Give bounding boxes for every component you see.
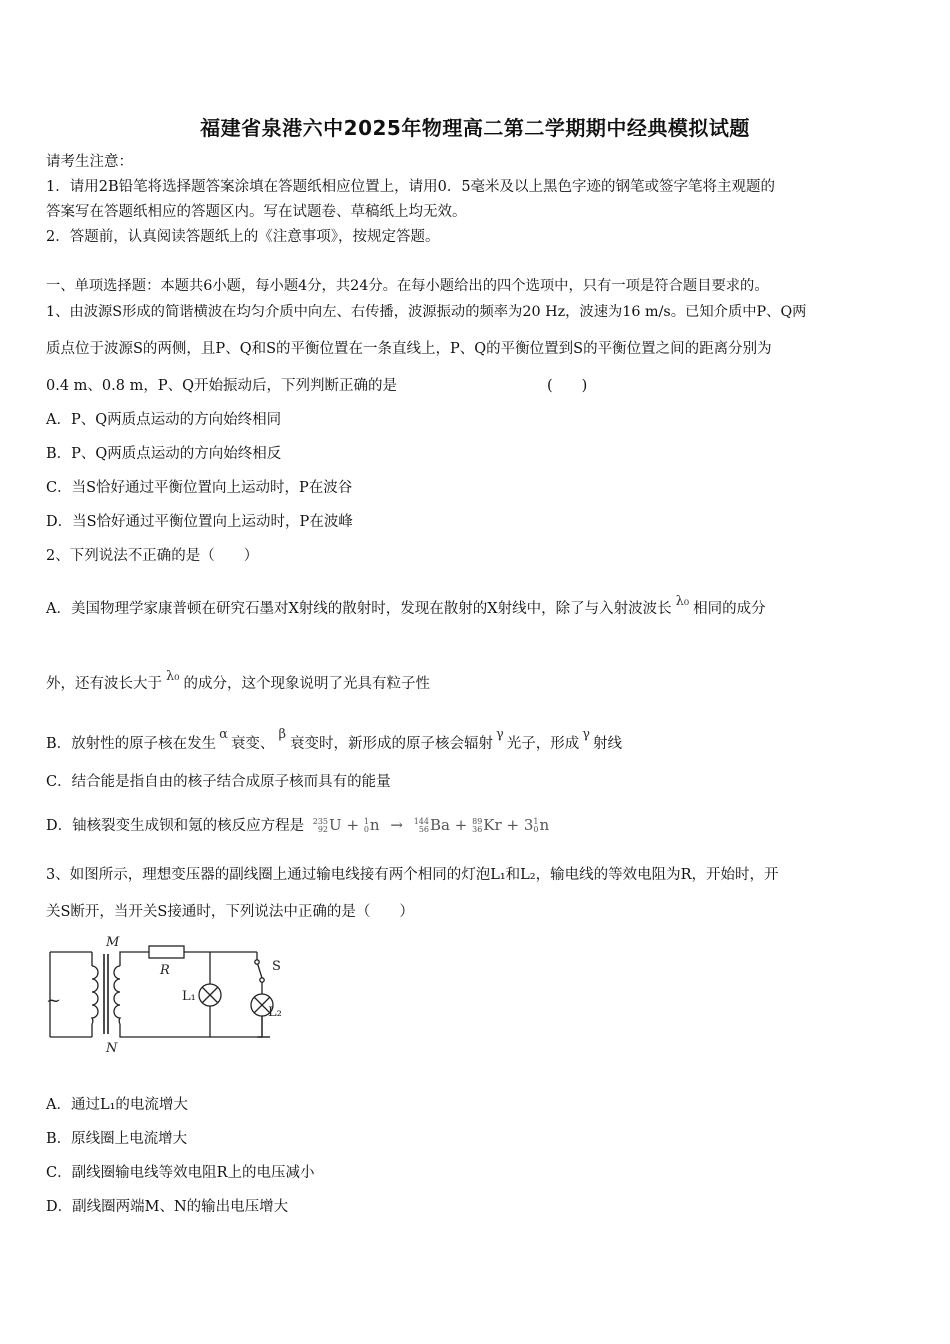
label-r: R <box>160 963 170 978</box>
mass-number: 89 <box>472 817 483 826</box>
mass-number: 1 <box>533 817 539 826</box>
q3-option-c: C．副线圈输电线等效电阻R上的电压减小 <box>46 1165 315 1181</box>
switch-s <box>255 960 259 964</box>
nuclide-label <box>472 818 482 834</box>
q1-option-d: D．当S恰好通过平衡位置向上运动时，P在波峰 <box>46 514 353 530</box>
label-m: M <box>106 935 120 950</box>
resistor <box>149 946 184 958</box>
q2-option-b <box>46 725 622 754</box>
notice-item2: 2．答题前，认真阅读答题纸上的《注意事项》，按规定答题。 <box>46 229 440 245</box>
plus-sign: + <box>506 816 520 834</box>
q1-stem-line3 <box>46 376 587 396</box>
answer-paren: ( ) <box>546 378 588 394</box>
barium-symbol: Ba <box>430 816 450 834</box>
atomic-number: 56 <box>418 825 429 834</box>
q3-option-a: A．通过L₁的电流增大 <box>46 1097 188 1113</box>
q2-b-text4: 光子，形成 <box>506 736 580 752</box>
nuclide-label <box>533 818 538 834</box>
plus-sign: + <box>346 816 360 834</box>
mass-number: 144 <box>413 817 429 826</box>
nuclide-label <box>364 818 369 834</box>
q3-option-b: B．原线圈上电流增大 <box>46 1131 188 1147</box>
lambda-symbol: λ₀ <box>675 594 690 609</box>
q2-b-text3: 衰变时，新形成的原子核会辐射 <box>289 736 493 752</box>
q3-option-d: D．副线圈两端M、N的输出电压增大 <box>46 1199 289 1215</box>
nuclide-label <box>414 818 429 834</box>
atomic-number: 92 <box>317 825 329 834</box>
q1-option-c: C．当S恰好通过平衡位置向上运动时，P在波谷 <box>46 480 353 496</box>
q2-a-text4: 的成分，这个现象说明了光具有粒子性 <box>183 676 430 692</box>
plus-sign: + <box>454 816 468 834</box>
lambda-symbol: λ₀ <box>166 669 180 684</box>
arrow-icon: → <box>390 816 403 834</box>
beta-symbol: β <box>278 727 286 742</box>
ac-source-icon: ~ <box>46 990 62 1011</box>
mass-number: 1 <box>363 817 369 826</box>
secondary-coil <box>114 966 120 1024</box>
q2-option-c: C．结合能是指自由的核子结合成原子核而具有的能量 <box>46 774 391 790</box>
krypton-symbol: Kr <box>483 816 502 834</box>
label-s: S <box>272 959 281 974</box>
neutron-symbol: n <box>539 816 550 834</box>
label-n: N <box>106 1041 118 1056</box>
neutron-symbol: n <box>369 816 380 834</box>
q2-b-text5: 射线 <box>593 736 623 752</box>
notice-item1-line2: 答案写在答题纸相应的答题区内。写在试题卷、草稿纸上均无效。 <box>46 204 467 220</box>
notice-heading: 请考生注意： <box>46 154 133 170</box>
q2-d-text: D．铀核裂变生成钡和氪的核反应方程是 <box>46 818 305 834</box>
uranium-symbol: U <box>329 816 342 834</box>
atomic-number: 36 <box>472 825 483 834</box>
notice-item1-line1: 1．请用2B铅笔将选择题答案涂填在答题纸相应位置上，请用0．5毫米及以上黑色字迹的钢笔或签字笔将主观题的 <box>46 179 776 195</box>
q2-option-d <box>46 815 549 836</box>
q2-option-a-line1 <box>46 592 766 619</box>
q1-stem-line2: 质点位于波源S的两侧，且P、Q和S的平衡位置在一条直线上，P、Q的平衡位置到S的平衡位置之间的距离分别为 <box>46 341 772 357</box>
mass-number: 235 <box>312 817 329 826</box>
q2-a-text3: 外，还有波长大于 <box>46 676 162 692</box>
q2-a-text2: 相同的成分 <box>693 601 766 617</box>
coefficient: 3 <box>523 816 534 834</box>
q3-stem-line1: 3、如图所示，理想变压器的副线圈上通过输电线接有两个相同的灯泡L₁和L₂，输电线的等效电阻为R，开始时，开 <box>46 867 779 883</box>
nuclide-label <box>313 818 328 834</box>
q1-stem-line1: 1、由波源S形成的简谐横波在均匀介质中向左、右传播，波源振动的频率为20 Hz，波速为16 m/s。已知介质中P、Q两 <box>46 304 807 320</box>
gamma-symbol: γ <box>582 727 591 742</box>
gamma-symbol: γ <box>495 727 504 742</box>
q2-b-text1: B．放射性的原子核在发生 <box>46 736 217 752</box>
fission-equation <box>313 816 549 834</box>
q2-option-a-line2 <box>46 667 430 694</box>
q2-stem: 2、下列说法不正确的是（ ） <box>46 548 259 564</box>
label-l2: L₂ <box>268 1005 282 1020</box>
section-heading: 一、单项选择题：本题共6小题，每小题4分，共24分。在每小题给出的四个选项中，只有一项是符合题目要求的。 <box>46 278 769 294</box>
atomic-number: 0 <box>363 825 369 834</box>
q1-option-b: B．P、Q两质点运动的方向始终相反 <box>46 446 282 462</box>
circuit-diagram <box>44 932 304 1057</box>
label-l1: L₁ <box>182 989 196 1004</box>
q1-stem-line3-text: 0.4 m、0.8 m，P、Q开始振动后，下列判断正确的是 <box>46 378 397 394</box>
q2-b-text2: 衰变、 <box>230 736 275 752</box>
primary-coil <box>92 966 98 1024</box>
q1-option-a: A．P、Q两质点运动的方向始终相同 <box>46 412 282 428</box>
q3-stem-line2: 关S断开，当开关S接通时，下列说法中正确的是（ ） <box>46 904 414 920</box>
alpha-symbol: α <box>219 727 228 742</box>
atomic-number: 0 <box>533 825 539 834</box>
q2-a-text1: A．美国物理学家康普顿在研究石墨对X射线的散射时，发现在散射的X射线中，除了与入射波波长 <box>46 601 672 617</box>
page-title: 福建省泉港六中2025年物理高二第二学期期中经典模拟试题 <box>200 116 750 140</box>
